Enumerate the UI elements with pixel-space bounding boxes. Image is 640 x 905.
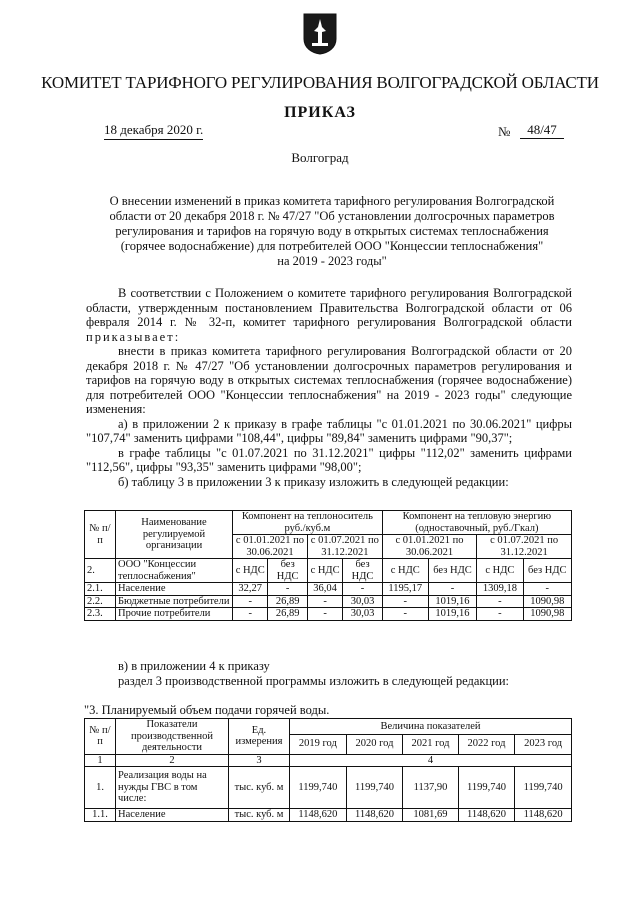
order-number: 48/47 xyxy=(520,122,564,139)
table-cell: без НДС xyxy=(268,559,307,583)
table-cell: 30,03 xyxy=(343,608,382,621)
col-header-org: Наименование регулируемой организации xyxy=(116,511,233,559)
table-cell: ООО "Концессии теплоснабжения" xyxy=(116,559,233,583)
col-header-indicator: Показатели производственной деятельности xyxy=(116,719,229,755)
table-cell: - xyxy=(233,608,268,621)
subject-line: на 2019 - 2023 годы" xyxy=(277,254,387,268)
table-cell: 1. xyxy=(85,767,116,809)
table-cell: с НДС xyxy=(307,559,342,583)
table-cell: 2.3. xyxy=(85,608,116,621)
table-cell: - xyxy=(523,583,571,596)
table-cell: 1090,98 xyxy=(523,595,571,608)
table-cell: - xyxy=(477,595,523,608)
amendment-b: б) таблицу 3 в приложении 3 к приказу изложить в следующей редакции: xyxy=(118,474,509,489)
table-cell: тыс. куб. м xyxy=(229,767,290,809)
table-cell: - xyxy=(268,583,307,596)
table-cell: с НДС xyxy=(382,559,428,583)
table-cell: тыс. куб. м xyxy=(229,809,290,822)
table-cell: 1148,620 xyxy=(515,809,572,822)
table-cell: - xyxy=(477,608,523,621)
amendment-a: а) в приложении 2 к приказу в графе таблицы "с 01.01.2021 по 30.06.2021" цифры "107,74" заменить цифрами "108,44", цифры "89,84" заменить цифрами "90,37"; xyxy=(86,416,572,445)
table-cell: 1199,740 xyxy=(346,767,403,809)
order-body xyxy=(86,286,572,489)
index-cell: 2 xyxy=(116,754,229,767)
table-cell: 26,89 xyxy=(268,608,307,621)
table-cell: - xyxy=(382,608,428,621)
period-header: с 01.01.2021 по 30.06.2021 xyxy=(233,535,308,559)
table-cell: - xyxy=(233,595,268,608)
col-header-unit: Ед. измерения xyxy=(229,719,290,755)
index-cell: 1 xyxy=(85,754,116,767)
table-cell: 1081,69 xyxy=(403,809,458,822)
preamble-text: В соответствии с Положением о комитете тарифного регулирования Волгоградской области, утвержденным постановлением Правительства Волгоградской области от 06 февраля 2014 г. № 32-п, комитет тарифного регулирования Волгоградской области xyxy=(86,286,572,329)
table-cell: 2. xyxy=(85,559,116,583)
table-cell: - xyxy=(343,583,382,596)
index-cell: 3 xyxy=(229,754,290,767)
subject-line: О внесении изменений в приказ комитета тарифного регулирования Волгоградской xyxy=(109,194,555,208)
order-date: 18 декабря 2020 г. xyxy=(104,122,203,140)
table-cell: 30,03 xyxy=(343,595,382,608)
period-header: с 01.07.2021 по 31.12.2021 xyxy=(307,535,382,559)
col-header-num: № п/п xyxy=(85,719,116,755)
table-cell: 1195,17 xyxy=(382,583,428,596)
city: Волгоград xyxy=(291,150,349,165)
subject-line: (горячее водоснабжение) для потребителей ООО "Концессии теплоснабжения" xyxy=(120,239,544,253)
col-header-values: Величина показателей xyxy=(290,719,572,735)
table-cell: 1.1. xyxy=(85,809,116,822)
table-cell: - xyxy=(307,595,342,608)
year-header: 2021 год xyxy=(403,734,458,754)
order-number-label: № xyxy=(498,124,511,139)
tariff-table xyxy=(84,510,572,621)
amendment-c: в) в приложении 4 к приказу xyxy=(118,659,270,673)
year-header: 2019 год xyxy=(290,734,347,754)
committee-title: КОМИТЕТ ТАРИФНОГО РЕГУЛИРОВАНИЯ ВОЛГОГРАДСКОЙ ОБЛАСТИ xyxy=(41,73,599,92)
year-header: 2020 год xyxy=(346,734,403,754)
table-cell: 2.2. xyxy=(85,595,116,608)
index-cell: 4 xyxy=(290,754,572,767)
amendment-intro: внести в приказ комитета тарифного регулирования Волгоградской области от 20 декабря 2018 г. № 47/27 "Об установлении долгосрочных параметров регулирования и тарифов на горячую воду в открытых системах теплоснабжения (горячее водоснабжение) для потребителей ООО "Концессии теплоснабжения" на 2019 - 2023 годы" следующие изменения: xyxy=(86,344,572,416)
table-cell: без НДС xyxy=(523,559,571,583)
table-cell: с НДС xyxy=(233,559,268,583)
order-title: ПРИКАЗ xyxy=(284,104,356,121)
table-cell: 1148,620 xyxy=(290,809,347,822)
volume-table xyxy=(84,718,572,822)
table-cell: 1199,740 xyxy=(458,767,515,809)
table-cell: без НДС xyxy=(428,559,476,583)
table-cell: 36,04 xyxy=(307,583,342,596)
preamble-paragraph xyxy=(86,286,572,344)
table-cell: 1309,18 xyxy=(477,583,523,596)
table-cell: 1090,98 xyxy=(523,608,571,621)
section-3-title: "3. Планируемый объем подачи горячей воды. xyxy=(84,703,330,717)
period-header: с 01.01.2021 по 30.06.2021 xyxy=(382,535,476,559)
table-cell: 32,27 xyxy=(233,583,268,596)
table-cell: Население xyxy=(116,583,233,596)
table-cell: 1148,620 xyxy=(458,809,515,822)
table-cell: - xyxy=(382,595,428,608)
col-header-heat: Компонент на тепловую энергию (одноставочный, руб./Гкал) xyxy=(382,511,571,535)
table-cell: Реализация воды на нужды ГВС в том числе: xyxy=(116,767,229,809)
table-cell: без НДС xyxy=(343,559,382,583)
table-cell: - xyxy=(428,583,476,596)
table-cell: - xyxy=(307,608,342,621)
table-cell: 1019,16 xyxy=(428,608,476,621)
coat-of-arms-emblem xyxy=(303,13,337,55)
table-cell: 1199,740 xyxy=(290,767,347,809)
table-cell: 26,89 xyxy=(268,595,307,608)
table-cell: Население xyxy=(116,809,229,822)
table-cell: 1019,16 xyxy=(428,595,476,608)
table-cell: с НДС xyxy=(477,559,523,583)
table-cell: 1137,90 xyxy=(403,767,458,809)
year-header: 2022 год xyxy=(458,734,515,754)
order-body-2 xyxy=(86,659,572,688)
amendment-a-cont: в графе таблицы "с 01.07.2021 по 31.12.2021" цифры "112,02" заменить цифрами "112,56", цифры "93,35" заменить цифрами "98,00"; xyxy=(86,445,572,474)
table-cell: Бюджетные потребители xyxy=(116,595,233,608)
amendment-c-cont: раздел 3 производственной программы изложить в следующей редакции: xyxy=(118,673,510,688)
table-cell: 1148,620 xyxy=(346,809,403,822)
col-header-num: № п/п xyxy=(85,511,116,559)
year-header: 2023 год xyxy=(515,734,572,754)
orders-word: приказывает: xyxy=(86,329,181,344)
subject-line: регулирования и тарифов на горячую воду в открытых системах теплоснабжения xyxy=(115,224,549,238)
order-subject xyxy=(92,194,572,269)
subject-line: области от 20 декабря 2018 г. № 47/27 "Об установлении долгосрочных параметров xyxy=(109,209,555,223)
table-cell: 2.1. xyxy=(85,583,116,596)
col-header-water: Компонент на теплоноситель руб./куб.м xyxy=(233,511,383,535)
table-cell: Прочие потребители xyxy=(116,608,233,621)
period-header: с 01.07.2021 по 31.12.2021 xyxy=(477,535,572,559)
table-cell: 1199,740 xyxy=(515,767,572,809)
